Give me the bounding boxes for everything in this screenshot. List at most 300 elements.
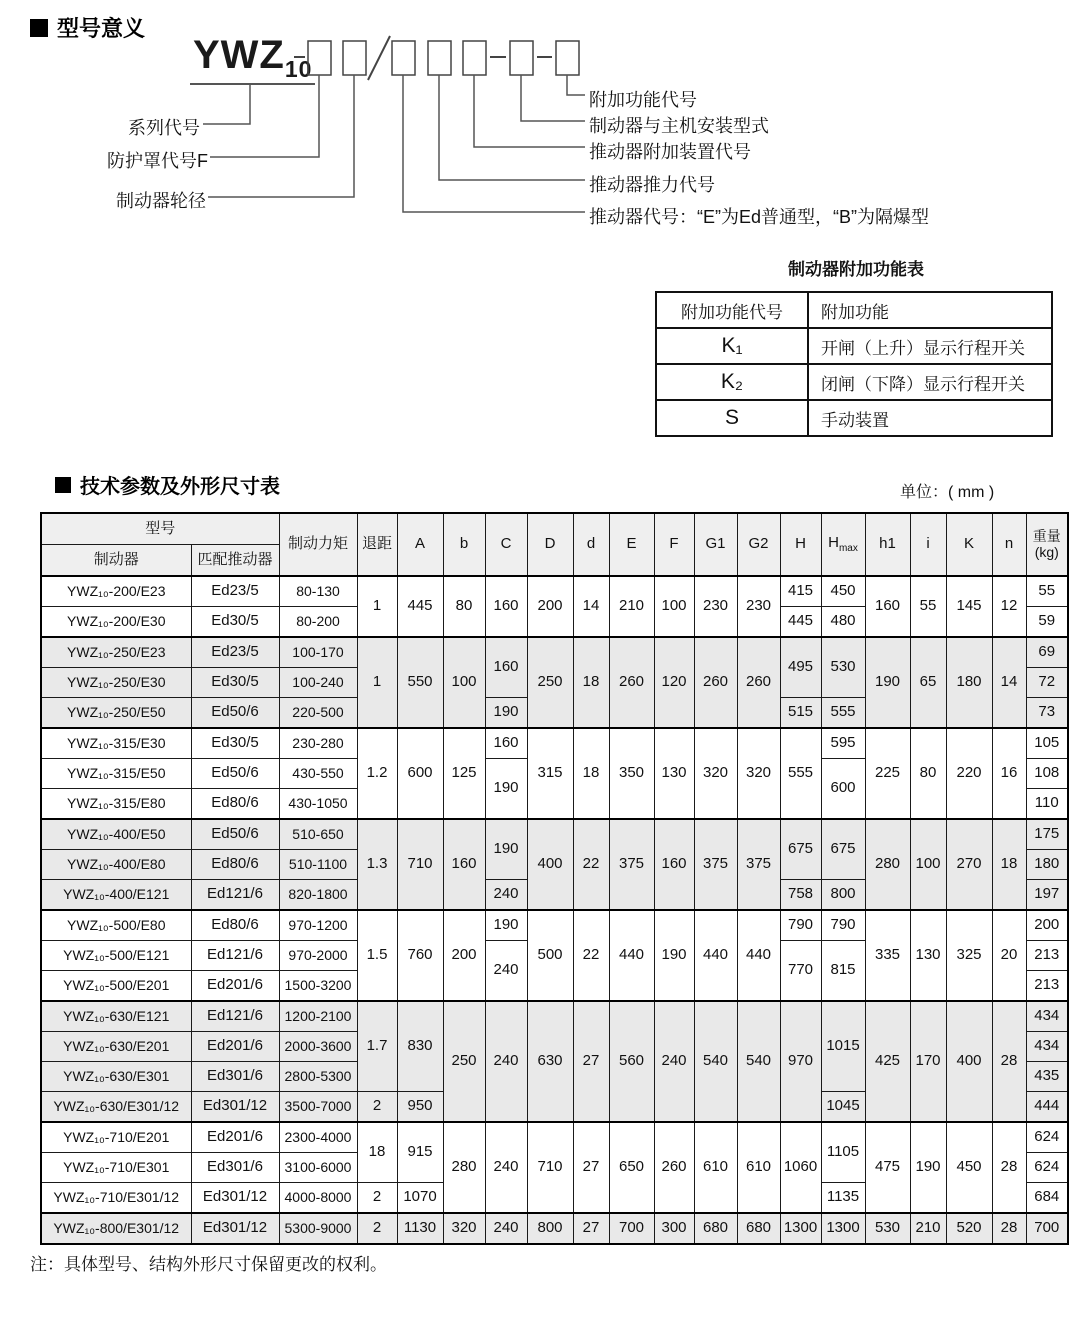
dim-b-cell: 250 [443, 1001, 485, 1122]
dim-c-cell: 160 [485, 637, 527, 698]
dim-h1-cell: 530 [865, 1213, 910, 1244]
thruster-cell: Ed301/6 [191, 1153, 279, 1183]
leader-line-mounting [521, 75, 585, 121]
header-thruster: 匹配推动器 [191, 545, 279, 577]
table-row [41, 1001, 1068, 1032]
table-row [41, 819, 1068, 850]
weight-cell: 59 [1026, 607, 1068, 638]
thruster-cell: Ed201/6 [191, 1122, 279, 1153]
weight-cell: 69 [1026, 637, 1068, 668]
model-section-title-text: 型号意义 [57, 16, 146, 41]
table-row [41, 728, 1068, 759]
torque-cell: 2000-3600 [279, 1032, 357, 1062]
dim-hmax-cell: 555 [821, 698, 865, 729]
thruster-cell: Ed80/6 [191, 910, 279, 941]
dim-h-cell: 445 [780, 607, 821, 638]
dim-h1-cell: 475 [865, 1122, 910, 1213]
dim-b-cell: 280 [443, 1122, 485, 1213]
model-cell: YWZ₁₀-250/E30 [41, 668, 191, 698]
dim-hmax-cell: 1015 [821, 1001, 865, 1092]
dim-g2-cell: 610 [737, 1122, 780, 1213]
table-row [41, 576, 1068, 607]
thruster-cell: Ed80/6 [191, 789, 279, 820]
model-cell: YWZ₁₀-200/E23 [41, 576, 191, 607]
slash-separator [368, 36, 390, 80]
dim-f-cell: 240 [654, 1001, 694, 1122]
model-prefix: YWZ [193, 33, 285, 77]
thruster-cell: Ed301/12 [191, 1092, 279, 1123]
torque-cell: 100-170 [279, 637, 357, 668]
thruster-cell: Ed23/5 [191, 637, 279, 668]
dim-n-cell: 16 [992, 728, 1026, 819]
dim-n-cell: 18 [992, 819, 1026, 910]
dim-h-cell: 970 [780, 1001, 821, 1122]
header-dim-g1: G1 [694, 513, 737, 576]
label-mounting-type: 制动器与主机安装型式 [589, 116, 769, 136]
hmax-base: H [828, 533, 839, 551]
label-thruster-attachment-code: 推动器附加装置代号 [589, 142, 751, 162]
dim-e-cell: 700 [609, 1213, 654, 1244]
model-cell: YWZ₁₀-315/E80 [41, 789, 191, 820]
dim-d-small-cell: 27 [573, 1122, 609, 1213]
header-dim-h: H [780, 513, 821, 576]
thruster-cell: Ed121/6 [191, 941, 279, 971]
header-dim-b: b [443, 513, 485, 576]
dim-hmax-cell: 815 [821, 941, 865, 1002]
label-wheel-diameter: 制动器轮径 [116, 191, 206, 211]
dim-d-big-cell: 800 [527, 1213, 573, 1244]
weight-cell: 72 [1026, 668, 1068, 698]
model-subscript: 10 [284, 56, 313, 82]
function-code-header: 附加功能代号 [656, 292, 808, 328]
model-cell: YWZ₁₀-400/E121 [41, 880, 191, 911]
dim-i-cell: 80 [910, 728, 946, 819]
model-cell: YWZ₁₀-500/E121 [41, 941, 191, 971]
dim-g2-cell: 320 [737, 728, 780, 819]
header-dim-d-small: d [573, 513, 609, 576]
weight-cell: 434 [1026, 1001, 1068, 1032]
dim-g1-cell: 260 [694, 637, 737, 728]
dim-hmax-cell: 530 [821, 637, 865, 698]
code-box-function [556, 41, 579, 75]
model-cell: YWZ₁₀-630/E301 [41, 1062, 191, 1092]
torque-cell: 100-240 [279, 668, 357, 698]
dim-hmax-cell: 1300 [821, 1213, 865, 1244]
dim-i-cell: 130 [910, 910, 946, 1001]
backoff-cell: 2 [357, 1213, 397, 1244]
dim-g1-cell: 440 [694, 910, 737, 1001]
function-code-cell: K₂ [656, 364, 808, 400]
dim-i-cell: 190 [910, 1122, 946, 1213]
dim-f-cell: 160 [654, 819, 694, 910]
backoff-cell: 1 [357, 576, 397, 637]
dim-i-cell: 210 [910, 1213, 946, 1244]
header-weight [1026, 513, 1068, 576]
thruster-cell: Ed121/6 [191, 1001, 279, 1032]
dim-f-cell: 100 [654, 576, 694, 637]
dim-c-cell: 160 [485, 576, 527, 637]
torque-cell: 220-500 [279, 698, 357, 729]
dim-i-cell: 65 [910, 637, 946, 728]
dim-k-cell: 180 [946, 637, 992, 728]
dim-k-cell: 325 [946, 910, 992, 1001]
spec-table [40, 512, 1069, 1245]
dim-b-cell: 200 [443, 910, 485, 1001]
torque-cell: 430-550 [279, 759, 357, 789]
table-row [41, 637, 1068, 668]
function-table [655, 291, 1053, 437]
header-dim-d-big: D [527, 513, 573, 576]
dim-hmax-cell: 480 [821, 607, 865, 638]
dim-g1-cell: 375 [694, 819, 737, 910]
dim-b-cell: 125 [443, 728, 485, 819]
code-box-mounting [510, 41, 533, 75]
dim-e-cell: 440 [609, 910, 654, 1001]
dim-h-cell: 758 [780, 880, 821, 911]
dim-d-small-cell: 18 [573, 728, 609, 819]
model-cell: YWZ₁₀-500/E201 [41, 971, 191, 1002]
dim-h-cell: 415 [780, 576, 821, 607]
thruster-cell: Ed301/6 [191, 1062, 279, 1092]
model-cell: YWZ₁₀-315/E30 [41, 728, 191, 759]
dim-d-big-cell: 250 [527, 637, 573, 728]
function-table-title: 制动器附加功能表 [788, 260, 924, 279]
table-row [41, 1213, 1068, 1244]
weight-cell: 684 [1026, 1183, 1068, 1214]
torque-cell: 3500-7000 [279, 1092, 357, 1123]
torque-cell: 510-1100 [279, 850, 357, 880]
dim-hmax-cell: 600 [821, 759, 865, 820]
dim-c-cell: 240 [485, 1122, 527, 1213]
function-code-cell: S [656, 400, 808, 436]
dim-d-small-cell: 22 [573, 819, 609, 910]
weight-cell: 55 [1026, 576, 1068, 607]
dim-c-cell: 240 [485, 941, 527, 1002]
thruster-cell: Ed121/6 [191, 880, 279, 911]
dim-i-cell: 170 [910, 1001, 946, 1122]
torque-cell: 3100-6000 [279, 1153, 357, 1183]
table-row [656, 400, 1052, 436]
code-box-thrust [428, 41, 451, 75]
dim-g2-cell: 680 [737, 1213, 780, 1244]
dim-h1-cell: 190 [865, 637, 910, 728]
header-dim-i: i [910, 513, 946, 576]
leader-line-thruster [403, 75, 585, 212]
dim-f-cell: 120 [654, 637, 694, 728]
dim-n-cell: 12 [992, 576, 1026, 637]
weight-cell: 197 [1026, 880, 1068, 911]
dim-a-cell: 830 [397, 1001, 443, 1092]
dim-h-cell: 495 [780, 637, 821, 698]
thruster-cell: Ed30/5 [191, 607, 279, 638]
header-dim-hmax [821, 513, 865, 576]
model-cell: YWZ₁₀-710/E201 [41, 1122, 191, 1153]
torque-cell: 2300-4000 [279, 1122, 357, 1153]
model-cell: YWZ₁₀-710/E301 [41, 1153, 191, 1183]
dim-h1-cell: 225 [865, 728, 910, 819]
dim-g2-cell: 260 [737, 637, 780, 728]
dim-c-cell: 190 [485, 819, 527, 880]
torque-cell: 970-1200 [279, 910, 357, 941]
torque-cell: 80-200 [279, 607, 357, 638]
dim-g1-cell: 320 [694, 728, 737, 819]
thruster-cell: Ed50/6 [191, 698, 279, 729]
dim-h-cell: 675 [780, 819, 821, 880]
header-dim-c: C [485, 513, 527, 576]
weight-label: 重量 [1032, 528, 1061, 545]
header-torque: 制动力矩 [279, 513, 357, 576]
model-cell: YWZ₁₀-200/E30 [41, 607, 191, 638]
torque-cell: 80-130 [279, 576, 357, 607]
torque-cell: 230-280 [279, 728, 357, 759]
model-cell: YWZ₁₀-630/E201 [41, 1032, 191, 1062]
spec-table-section [40, 512, 1069, 1245]
model-cell: YWZ₁₀-800/E301/12 [41, 1213, 191, 1244]
dim-d-small-cell: 27 [573, 1213, 609, 1244]
dim-k-cell: 145 [946, 576, 992, 637]
model-cell: YWZ₁₀-710/E301/12 [41, 1183, 191, 1214]
leader-line-shield [210, 75, 319, 157]
torque-cell: 820-1800 [279, 880, 357, 911]
dim-e-cell: 560 [609, 1001, 654, 1122]
thruster-cell: Ed23/5 [191, 576, 279, 607]
dim-hmax-cell: 1105 [821, 1122, 865, 1183]
function-code-cell: K₁ [656, 328, 808, 364]
dim-e-cell: 375 [609, 819, 654, 910]
weight-cell: 624 [1026, 1153, 1068, 1183]
dim-d-small-cell: 22 [573, 910, 609, 1001]
dim-a-cell: 1130 [397, 1213, 443, 1244]
weight-cell: 624 [1026, 1122, 1068, 1153]
dim-c-cell: 190 [485, 910, 527, 941]
thruster-cell: Ed30/5 [191, 668, 279, 698]
dim-n-cell: 28 [992, 1001, 1026, 1122]
torque-cell: 2800-5300 [279, 1062, 357, 1092]
backoff-cell: 1.3 [357, 819, 397, 910]
leader-line-attachment [474, 75, 585, 147]
unit-label: 单位：( mm ) [900, 484, 995, 501]
dim-d-small-cell: 27 [573, 1001, 609, 1122]
dim-i-cell: 100 [910, 819, 946, 910]
header-dim-g2: G2 [737, 513, 780, 576]
dim-n-cell: 14 [992, 637, 1026, 728]
header-dim-n: n [992, 513, 1026, 576]
dim-g2-cell: 375 [737, 819, 780, 910]
label-function-code: 附加功能代号 [589, 90, 697, 110]
dim-e-cell: 350 [609, 728, 654, 819]
dim-hmax-cell: 790 [821, 910, 865, 941]
weight-cell: 213 [1026, 941, 1068, 971]
weight-cell: 180 [1026, 850, 1068, 880]
code-box-thruster [392, 41, 415, 75]
dim-c-cell: 190 [485, 759, 527, 820]
dim-f-cell: 130 [654, 728, 694, 819]
header-dim-e: E [609, 513, 654, 576]
dim-a-cell: 550 [397, 637, 443, 728]
dim-n-cell: 20 [992, 910, 1026, 1001]
dim-k-cell: 450 [946, 1122, 992, 1213]
dim-hmax-cell: 595 [821, 728, 865, 759]
backoff-cell: 1.2 [357, 728, 397, 819]
code-box-wheel [343, 41, 366, 75]
thruster-cell: Ed50/6 [191, 759, 279, 789]
dim-f-cell: 300 [654, 1213, 694, 1244]
dim-d-big-cell: 500 [527, 910, 573, 1001]
footer-note: 注：具体型号、结构外形尺寸保留更改的权利。 [30, 1255, 387, 1274]
weight-cell: 110 [1026, 789, 1068, 820]
torque-cell: 4000-8000 [279, 1183, 357, 1214]
dim-g1-cell: 230 [694, 576, 737, 637]
dim-g1-cell: 540 [694, 1001, 737, 1122]
leader-line-wheel [208, 75, 354, 197]
dim-a-cell: 710 [397, 819, 443, 910]
dim-d-big-cell: 710 [527, 1122, 573, 1213]
code-box-shield [308, 41, 331, 75]
leader-line-function [567, 75, 585, 95]
backoff-cell: 1.5 [357, 910, 397, 1001]
dim-d-big-cell: 200 [527, 576, 573, 637]
dim-c-cell: 160 [485, 728, 527, 759]
dim-a-cell: 760 [397, 910, 443, 1001]
torque-cell: 1500-3200 [279, 971, 357, 1002]
model-cell: YWZ₁₀-400/E50 [41, 819, 191, 850]
weight-cell: 200 [1026, 910, 1068, 941]
dim-g2-cell: 540 [737, 1001, 780, 1122]
model-cell: YWZ₁₀-315/E50 [41, 759, 191, 789]
dim-hmax-cell: 1135 [821, 1183, 865, 1214]
torque-cell: 970-2000 [279, 941, 357, 971]
dim-h-cell: 790 [780, 910, 821, 941]
function-table-section [655, 255, 1057, 437]
dim-hmax-cell: 1045 [821, 1092, 865, 1123]
thruster-cell: Ed30/5 [191, 728, 279, 759]
model-cell: YWZ₁₀-250/E50 [41, 698, 191, 729]
dim-c-cell: 240 [485, 880, 527, 911]
table-row [41, 910, 1068, 941]
dim-e-cell: 260 [609, 637, 654, 728]
model-cell: YWZ₁₀-400/E80 [41, 850, 191, 880]
dim-e-cell: 650 [609, 1122, 654, 1213]
backoff-cell: 2 [357, 1092, 397, 1123]
table-row [656, 364, 1052, 400]
dim-a-cell: 1070 [397, 1183, 443, 1214]
code-box-attachment [463, 41, 486, 75]
dim-h-cell: 555 [780, 728, 821, 819]
function-desc-cell: 闭闸（下降）显示行程开关 [808, 364, 1052, 400]
dim-hmax-cell: 800 [821, 880, 865, 911]
dim-g2-cell: 230 [737, 576, 780, 637]
dim-g1-cell: 680 [694, 1213, 737, 1244]
weight-cell: 444 [1026, 1092, 1068, 1123]
model-cell: YWZ₁₀-250/E23 [41, 637, 191, 668]
thruster-cell: Ed301/12 [191, 1213, 279, 1244]
dim-b-cell: 320 [443, 1213, 485, 1244]
dim-b-cell: 160 [443, 819, 485, 910]
model-cell: YWZ₁₀-500/E80 [41, 910, 191, 941]
backoff-cell: 1 [357, 637, 397, 728]
torque-cell: 5300-9000 [279, 1213, 357, 1244]
dim-k-cell: 270 [946, 819, 992, 910]
function-desc-cell: 开闸（上升）显示行程开关 [808, 328, 1052, 364]
dim-d-small-cell: 14 [573, 576, 609, 637]
header-brake: 制动器 [41, 545, 191, 577]
dim-g2-cell: 440 [737, 910, 780, 1001]
torque-cell: 430-1050 [279, 789, 357, 820]
thruster-cell: Ed301/12 [191, 1183, 279, 1214]
dim-f-cell: 260 [654, 1122, 694, 1213]
dim-a-cell: 950 [397, 1092, 443, 1123]
dim-h-cell: 1300 [780, 1213, 821, 1244]
section-bullet-icon [55, 477, 71, 493]
dim-k-cell: 220 [946, 728, 992, 819]
function-header: 附加功能 [808, 292, 1052, 328]
weight-cell: 73 [1026, 698, 1068, 729]
dim-h1-cell: 335 [865, 910, 910, 1001]
thruster-cell: Ed80/6 [191, 850, 279, 880]
backoff-cell: 2 [357, 1183, 397, 1214]
header-dim-f: F [654, 513, 694, 576]
dim-b-cell: 100 [443, 637, 485, 728]
function-table-header-row [656, 292, 1052, 328]
weight-unit: (kg) [1034, 543, 1059, 560]
dim-i-cell: 55 [910, 576, 946, 637]
dim-hmax-cell: 675 [821, 819, 865, 880]
label-thrust-code: 推动器推力代号 [589, 175, 715, 195]
torque-cell: 510-650 [279, 819, 357, 850]
dim-h1-cell: 280 [865, 819, 910, 910]
dim-h-cell: 770 [780, 941, 821, 1002]
weight-cell: 105 [1026, 728, 1068, 759]
header-dim-k: K [946, 513, 992, 576]
dim-f-cell: 190 [654, 910, 694, 1001]
function-desc-cell: 手动装置 [808, 400, 1052, 436]
dim-d-big-cell: 315 [527, 728, 573, 819]
dim-hmax-cell: 450 [821, 576, 865, 607]
spec-section-title-text: 技术参数及外形尺寸表 [80, 476, 280, 498]
leader-line-thrust [439, 75, 585, 180]
table-row [41, 1122, 1068, 1153]
dim-e-cell: 210 [609, 576, 654, 637]
label-thruster-code: 推动器代号：“E”为Ed普通型，“B”为隔爆型 [589, 207, 930, 227]
dim-h1-cell: 425 [865, 1001, 910, 1122]
thruster-cell: Ed201/6 [191, 971, 279, 1002]
dim-b-cell: 80 [443, 576, 485, 637]
weight-cell: 213 [1026, 971, 1068, 1002]
header-dim-h1: h1 [865, 513, 910, 576]
weight-cell: 700 [1026, 1213, 1068, 1244]
leader-line-series [203, 85, 250, 124]
table-row [656, 328, 1052, 364]
backoff-cell: 18 [357, 1122, 397, 1183]
dim-d-small-cell: 18 [573, 637, 609, 728]
hmax-sub: max [838, 542, 858, 554]
dim-a-cell: 445 [397, 576, 443, 637]
dim-c-cell: 190 [485, 698, 527, 729]
dim-c-cell: 240 [485, 1001, 527, 1122]
dim-g1-cell: 610 [694, 1122, 737, 1213]
dim-n-cell: 28 [992, 1213, 1026, 1244]
weight-cell: 108 [1026, 759, 1068, 789]
weight-cell: 435 [1026, 1062, 1068, 1092]
dim-h-cell: 515 [780, 698, 821, 729]
header-backoff: 退距 [357, 513, 397, 576]
dim-h-cell: 1060 [780, 1122, 821, 1213]
dim-a-cell: 915 [397, 1122, 443, 1183]
dim-d-big-cell: 630 [527, 1001, 573, 1122]
model-cell: YWZ₁₀-630/E301/12 [41, 1092, 191, 1123]
header-dim-a: A [397, 513, 443, 576]
dim-k-cell: 520 [946, 1213, 992, 1244]
